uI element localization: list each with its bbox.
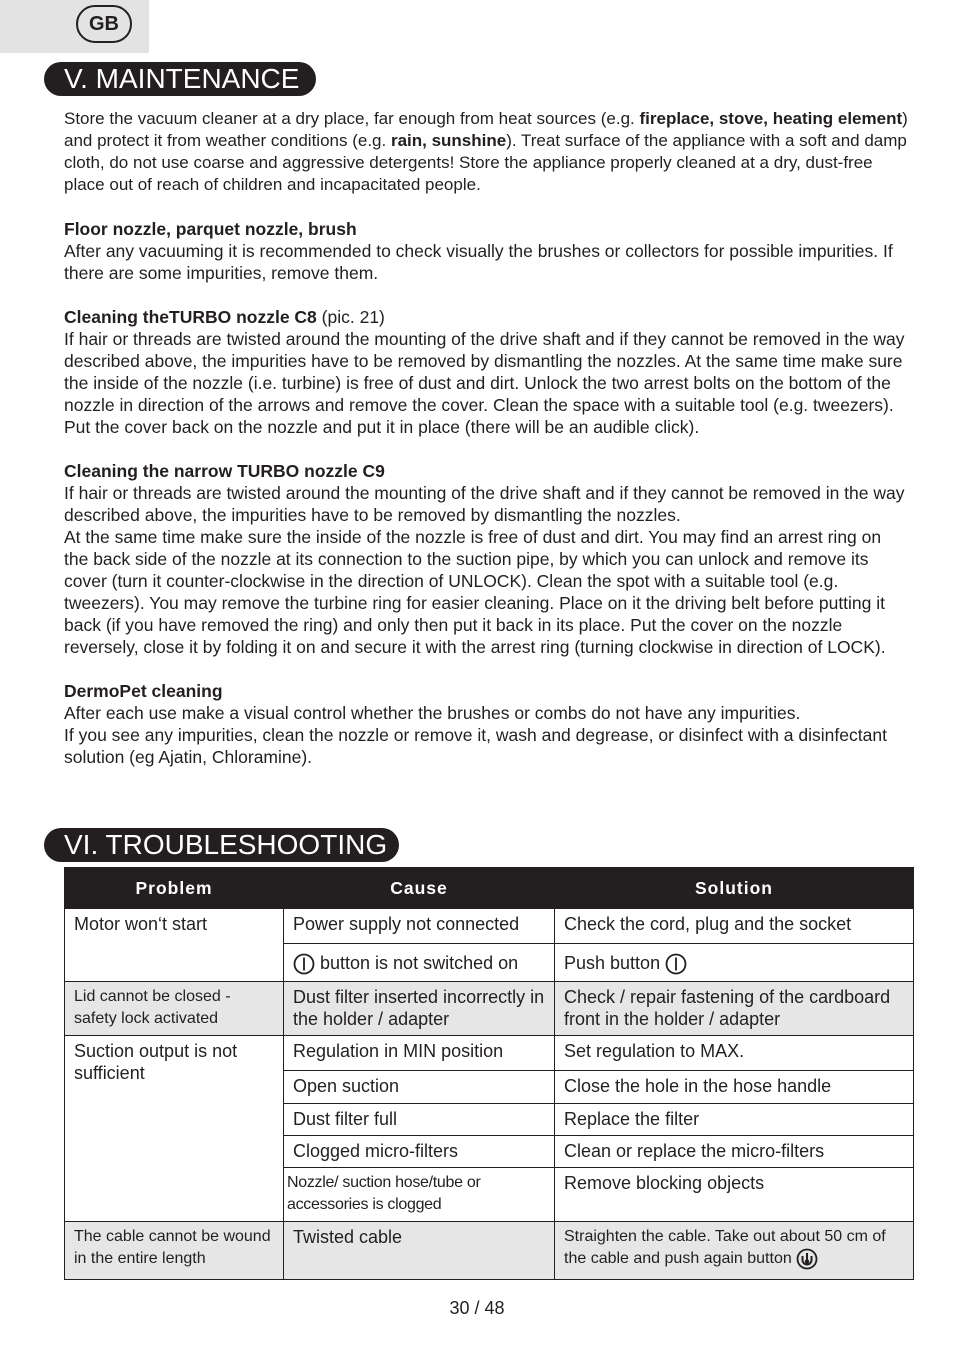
narrow-turbo-heading: Cleaning the narrow TURBO nozzle C9 — [64, 461, 385, 481]
solution-cell: Set regulation to MAX. — [555, 1036, 914, 1071]
table-row — [65, 1036, 914, 1071]
page-number: 30 / 48 — [449, 1298, 505, 1318]
cause-cell: Power supply not connected — [284, 909, 555, 944]
intro-text-1: Store the vacuum cleaner at a dry place, far enough from heat sources (e.g. — [64, 109, 640, 128]
maintenance-heading: V. MAINTENANCE — [44, 62, 316, 96]
troubleshooting-table — [64, 867, 914, 1280]
narrow-turbo-text-2: At the same time make sure the inside of the nozzle is free of dust and dirt. You may find an arrest ring on the back side of the nozzle at its connection to the suction pipe, by which you can unlock and remove its cover (turn it counter-clockwise in the direction of UNLOCK). Clean the spot with a suitable tool (e.g. tweezers). You may remove the turbine ring for easier cleaning. Place on it the driving belt before putting it back (if you have removed the ring) and only then put it back in its place. Put the cover on the nozzle reversely, close it by folding it on and secure it with the arrest ring (turning clockwise in direction of LOCK). — [64, 527, 886, 657]
cause-cell: Open suction — [284, 1071, 555, 1104]
problem-cell: Motor won‘t start — [65, 909, 284, 982]
cause-cell: Clogged micro-filters — [284, 1136, 555, 1168]
dermopet-text-1: After each use make a visual control whether the brushes or combs do not have any impurities. — [64, 703, 801, 723]
intro-text-3: ). Treat surface of the appliance with a soft and damp cloth, do not use coarse and aggressive detergents! Store the appliance properly cleaned at a dry, dust-free place out of reach of children and incapacitated people. — [64, 131, 907, 194]
solution-cell: Check / repair fastening of the cardboard front in the holder / adapter — [555, 982, 914, 1036]
language-badge: GB — [76, 5, 132, 43]
intro-bold-1: fireplace, stove, heating element — [639, 109, 903, 128]
dermopet-text-2: If you see any impurities, clean the nozzle or remove it, wash and degrease, or disinfect with a disinfectant solution (eg Ajatin, Chloramine). — [64, 725, 887, 767]
column-header-cause: Cause — [284, 868, 555, 909]
solution-cell — [555, 1222, 914, 1280]
power-button-icon — [293, 953, 315, 975]
problem-cell: Suction output is not sufficient — [65, 1036, 284, 1222]
solution-cell: Remove blocking objects — [555, 1168, 914, 1222]
cause-text: button is not switched on — [315, 953, 519, 973]
turbo-nozzle-pic-ref: (pic. 21) — [316, 307, 385, 327]
dermopet-heading: DermoPet cleaning — [64, 681, 223, 701]
cause-cell: Dust filter full — [284, 1104, 555, 1136]
narrow-turbo-section — [64, 460, 909, 658]
floor-nozzle-section — [64, 218, 909, 284]
solution-text: Push button — [564, 953, 666, 973]
problem-cell: Lid cannot be closed - safety lock activated — [65, 982, 284, 1036]
intro-bold-2: rain, sunshine — [390, 131, 507, 150]
power-button-icon — [665, 953, 687, 975]
column-header-problem: Problem — [65, 868, 284, 909]
turbo-nozzle-section — [64, 306, 909, 438]
solution-cell — [555, 944, 914, 982]
troubleshooting-heading: VI. TROUBLESHOOTING — [44, 828, 399, 862]
narrow-turbo-text-1: If hair or threads are twisted around the mounting of the drive shaft and if they cannot be removed in the way described above, the impurities have to be removed by dismantling the nozzles. — [64, 483, 905, 525]
dermopet-section — [64, 680, 909, 768]
cable-rewind-button-icon — [796, 1248, 818, 1270]
problem-cell: The cable cannot be wound in the entire length — [65, 1222, 284, 1280]
cause-cell: Dust filter inserted incorrectly in the holder / adapter — [284, 982, 555, 1036]
turbo-nozzle-text: If hair or threads are twisted around the mounting of the drive shaft and if they cannot be removed in the way described above, the impurities have to be removed by dismantling the nozzles. At the same time make sure the inside of the nozzle (i.e. turbine) is free of dust and dirt. Unlock the two arrest bolts on the bottom of the nozzle in direction of the arrows and remove the cover. Clean the space with a suitable tool (e.g. tweezers). Put the cover back on the nozzle and put it in place (there will be an audible click). — [64, 329, 905, 437]
solution-cell: Close the hole in the hose handle — [555, 1071, 914, 1104]
cause-cell — [284, 944, 555, 982]
solution-cell: Replace the filter — [555, 1104, 914, 1136]
solution-text: Straighten the cable. Take out about 50 cm of the cable and push again button — [564, 1228, 886, 1268]
maintenance-body — [64, 108, 909, 790]
table-row — [65, 982, 914, 1036]
solution-cell: Clean or replace the micro-filters — [555, 1136, 914, 1168]
table-row — [65, 909, 914, 944]
cause-cell: Nozzle/ suction hose/tube or accessories is clogged — [284, 1168, 555, 1222]
cause-cell: Twisted cable — [284, 1222, 555, 1280]
turbo-nozzle-heading: Cleaning theTURBO nozzle C8 — [64, 307, 317, 327]
language-tab — [0, 0, 149, 53]
maintenance-intro — [64, 108, 909, 196]
table-header-row — [65, 868, 914, 909]
cause-cell: Regulation in MIN position — [284, 1036, 555, 1071]
table-row — [65, 1222, 914, 1280]
column-header-solution: Solution — [555, 868, 914, 909]
floor-nozzle-heading: Floor nozzle, parquet nozzle, brush — [64, 219, 357, 239]
solution-cell: Check the cord, plug and the socket — [555, 909, 914, 944]
floor-nozzle-text: After any vacuuming it is recommended to check visually the brushes or collectors for possible impurities. If there are some impurities, remove them. — [64, 241, 893, 283]
intro-text-2: ) and protect it from weather conditions (e.g. — [64, 109, 908, 150]
